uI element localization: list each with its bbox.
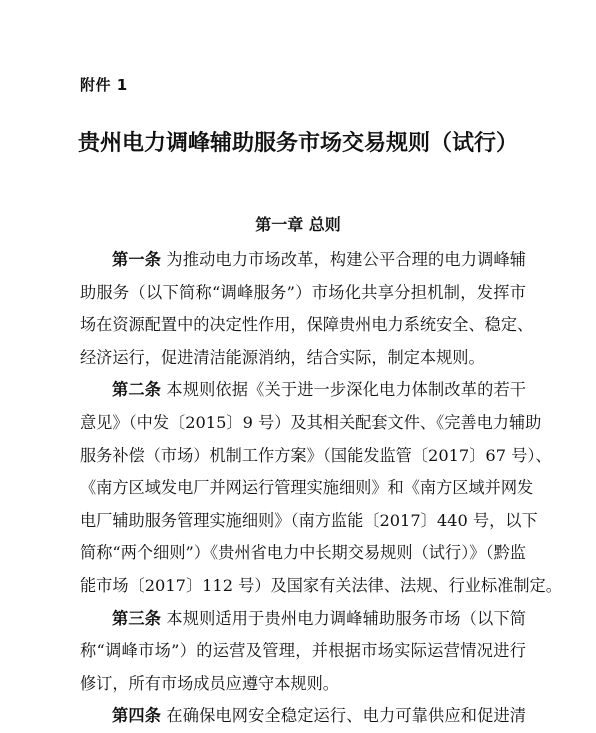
- article-2-line-3: 服务补偿（市场）机制工作方案》（国能发监管〔2017〕67 号）、: [80, 445, 552, 465]
- article-4-label: 第四条: [112, 706, 162, 726]
- article-3-text: 本规则适用于贵州电力调峰辅助服务市场（以下简: [166, 608, 526, 628]
- article-2-line-6: 简称“两个细则”）《贵州省电力中长期交易规则（试行）》（黔监: [80, 543, 526, 563]
- attachment-label: 附件 1: [80, 76, 128, 94]
- article-1-line-4: 经济运行，促进清洁能源消纳，结合实际，制定本规则。: [80, 347, 485, 367]
- article-2-line-4: 《南方区域发电厂并网运行管理实施细则》和《南方区域并网发: [80, 478, 534, 498]
- document-body: [80, 244, 562, 733]
- article-2-text: 本规则依据《关于进一步深化电力体制改革的若干: [166, 380, 526, 400]
- article-1-line-3: 场在资源配置中的决定性作用，保障贵州电力系统安全、稳定、: [80, 315, 534, 335]
- article-2-line-5: 电厂辅助服务管理实施细则》（南方监能〔2017〕440 号，以下: [80, 510, 538, 530]
- article-1-line-2: 助服务（以下简称“调峰服务”）市场化共享分担机制，发挥市: [80, 282, 526, 302]
- article-1-label: 第一条: [112, 250, 162, 269]
- article-3-line-2: 称“调峰市场”）的运营及管理，并根据市场实际运营情况进行: [80, 641, 526, 661]
- article-2-line-1: [80, 374, 526, 407]
- article-4-line-1: [80, 700, 526, 733]
- article-3-line-3: 修订，所有市场成员应遵守本规则。: [80, 673, 339, 693]
- article-2-line-2: 意见》（中发〔2015〕9 号）及其相关配套文件、《完善电力辅助: [80, 412, 542, 432]
- article-2-line-7: 能市场〔2017〕112 号）及国家有关法律、法规、行业标准制定。: [80, 575, 562, 595]
- chapter-heading: 第一章 总则: [255, 215, 341, 234]
- article-1-text: 为推动电力市场改革，构建公平合理的电力调峰辅: [166, 250, 526, 269]
- article-2-label: 第二条: [112, 380, 162, 400]
- document-title: 贵州电力调峰辅助服务市场交易规则（试行）: [77, 131, 518, 156]
- article-1-line-1: [80, 244, 526, 277]
- article-3-label: 第三条: [112, 608, 162, 628]
- article-3-line-1: [80, 603, 526, 636]
- article-4-text: 在确保电网安全稳定运行、电力可靠供应和促进清: [166, 706, 526, 726]
